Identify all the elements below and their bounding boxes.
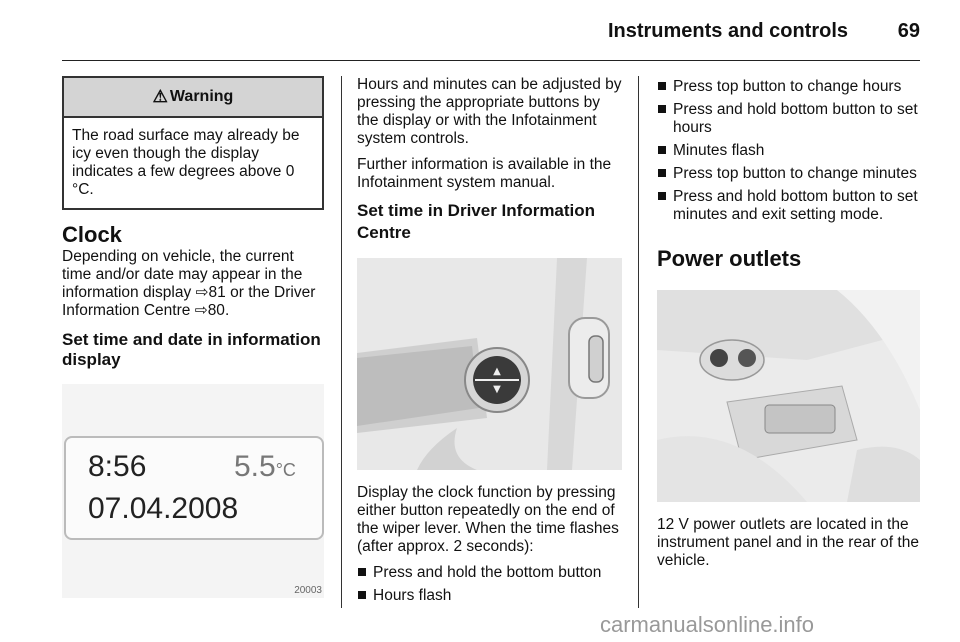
bullet-square-icon [658, 192, 666, 200]
header-rule [62, 60, 920, 61]
column-divider [638, 76, 639, 608]
bullet-square-icon [358, 568, 366, 576]
page-reference[interactable]: 81 [208, 284, 226, 301]
info-display-figure [62, 384, 324, 598]
display-temperature: 5.5°C [234, 450, 296, 483]
power-outlets-heading: Power outlets [657, 246, 802, 271]
clock-intro: Depending on vehicle, the current time and/or date may appear in the information display ⇨81 or the Driver Information Centre ⇨80. [62, 248, 316, 319]
list-item: Minutes flash [657, 142, 921, 160]
list-item: Press and hold bottom button to set hours [657, 101, 921, 137]
page-title: Instruments and controls [607, 20, 848, 42]
reference-arrow-icon: ⇨ [194, 302, 208, 319]
warning-header [64, 78, 322, 118]
bullet-square-icon [658, 105, 666, 113]
bullet-square-icon [658, 82, 666, 90]
wiper-lever-figure [357, 258, 622, 470]
watermark: carmanualsonline.info [600, 612, 815, 637]
info-display-heading: Set time and date in information display [62, 330, 321, 369]
figure-code: 20003 [294, 585, 322, 596]
column-3 [657, 76, 921, 578]
adjust-paragraph: Hours and minutes can be adjusted by pressing the appropriate buttons by the display or with the Infotainment system controls. [357, 76, 622, 147]
page-reference[interactable]: 80 [207, 302, 225, 319]
dic-bullet-list [357, 564, 622, 605]
column-1 [62, 76, 324, 598]
list-item: Press and hold bottom button to set minutes and exit setting mode. [657, 188, 921, 224]
page-header [62, 16, 920, 48]
bullet-square-icon [658, 169, 666, 177]
dic-heading: Set time in Driver Information Centre [357, 201, 596, 242]
setting-bullet-list [657, 78, 921, 224]
warning-triangle-icon: ⚠ [152, 87, 168, 106]
wiper-lever-illustration [357, 258, 622, 470]
list-item: Hours flash [357, 587, 622, 605]
list-item: Press top button to change minutes [657, 165, 921, 183]
svg-text:▲: ▲ [493, 366, 501, 377]
infotainment-paragraph: Further information is available in the Infotainment system manual. [357, 156, 612, 191]
column-2 [357, 76, 622, 610]
warning-box [62, 76, 324, 210]
display-time: 8:56 [88, 450, 147, 483]
warning-heading: Warning [169, 88, 234, 105]
list-item: Press top button to change hours [657, 78, 921, 96]
clock-function-paragraph: Display the clock function by pressing either button repeatedly on the end of the wiper lever. When the time flashes (after approx. 2 seconds): [357, 484, 619, 555]
power-outlets-paragraph: 12 V power outlets are located in the instrument panel and in the rear of the vehicle. [657, 516, 919, 569]
reference-arrow-icon: ⇨ [195, 284, 209, 301]
clock-heading: Clock [62, 222, 122, 247]
bullet-square-icon [358, 591, 366, 599]
column-divider [341, 76, 342, 608]
power-outlet-illustration [657, 290, 920, 502]
list-item: Press and hold the bottom button [357, 564, 622, 582]
power-outlet-figure [657, 290, 920, 502]
svg-text:▼: ▼ [493, 384, 501, 395]
bullet-square-icon [658, 146, 666, 154]
page-number: 69 [897, 20, 920, 42]
warning-text: The road surface may already be icy even though the display indicates a few degrees above 0 °C. [72, 127, 300, 198]
display-date: 07.04.2008 [88, 492, 239, 525]
